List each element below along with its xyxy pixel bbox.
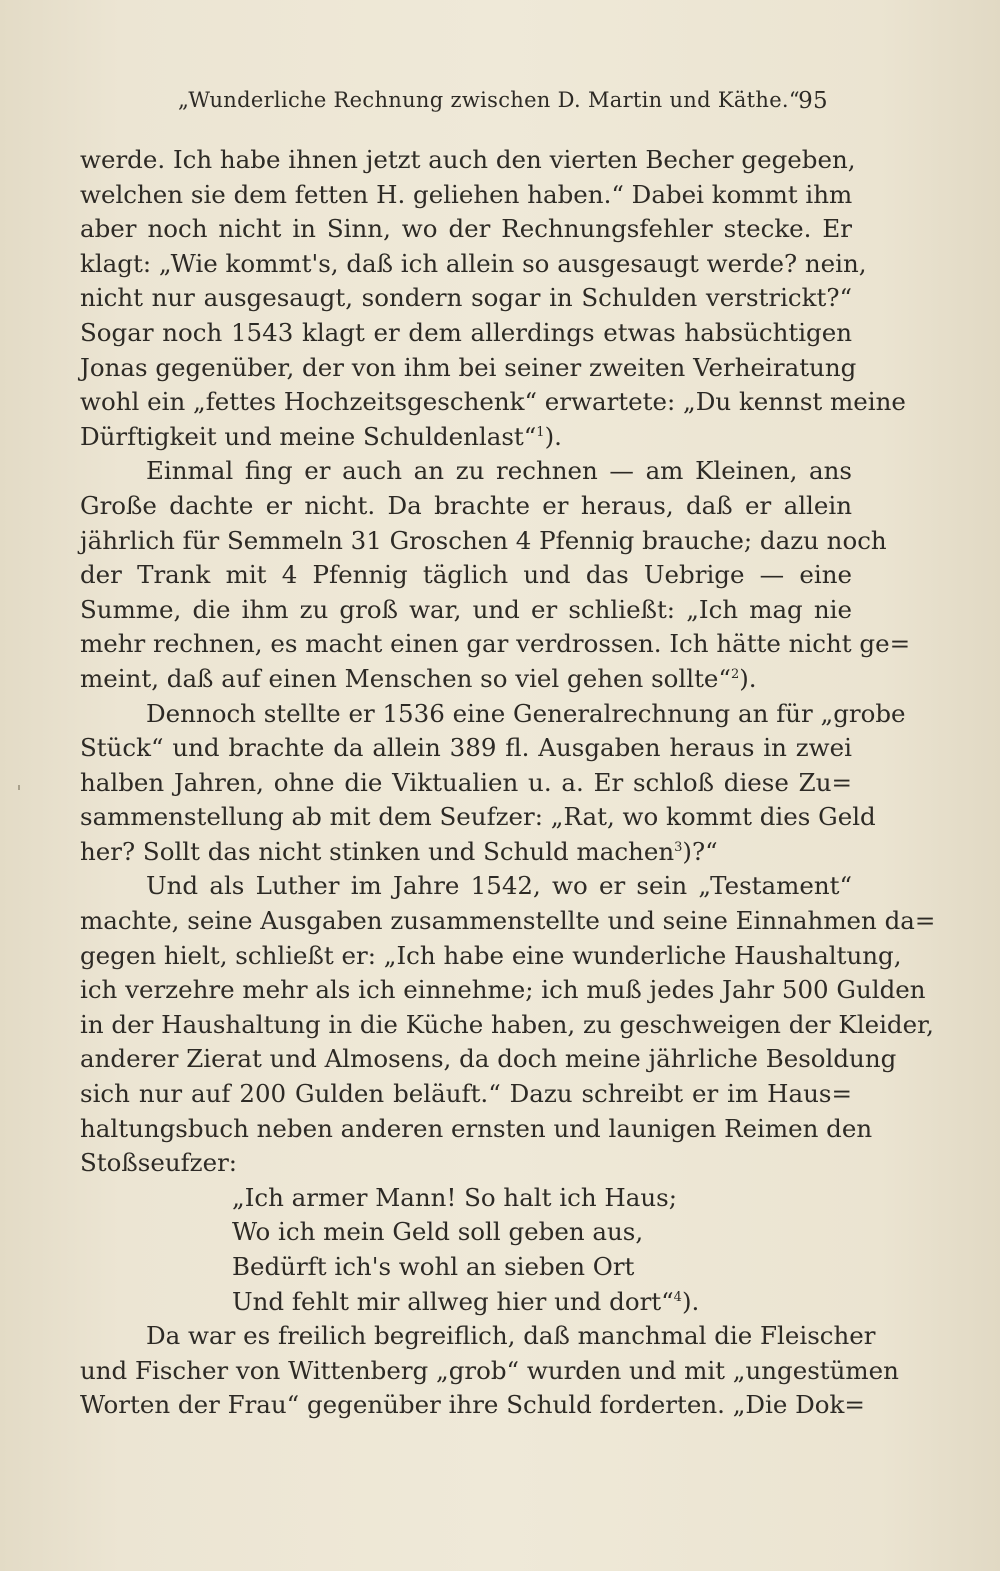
text-line: in der Haushaltung in die Küche haben, zu geschweigen der Kleider, xyxy=(80,1009,934,1039)
paper-speck xyxy=(18,785,20,790)
text-line: Summe, die ihm zu groß war, und er schließt: „Ich mag nie xyxy=(80,594,852,624)
text-line: werde. Ich habe ihnen jetzt auch den vierten Becher gegeben, xyxy=(80,145,856,174)
verse-line: Wo ich mein Geld soll geben aus, xyxy=(232,1217,644,1247)
text-line: welchen sie dem fetten H. geliehen haben.“ Dabei kommt ihm xyxy=(80,179,853,209)
text-line: Große dachte er nicht. Da brachte er heraus, daß er allein xyxy=(80,490,852,520)
running-title: „Wunderliche Rechnung zwischen D. Martin und Käthe.“ xyxy=(178,88,800,112)
footnote-mark: 4 xyxy=(673,1289,682,1305)
text-segment: her? Sollt das nicht stinken und Schuld machen xyxy=(80,836,675,866)
text-line: Jonas gegenüber, der von ihm bei seiner zweiten Verheiratung xyxy=(80,352,857,382)
text-line xyxy=(80,835,852,870)
text-line: klagt: „Wie kommt's, daß ich allein so ausgesaugt werde? nein, xyxy=(80,248,867,278)
text-line: mehr rechnen, es macht einen gar verdrossen. Ich hätte nicht ge= xyxy=(80,629,911,659)
text-line xyxy=(80,662,852,697)
footnote-mark: 3 xyxy=(674,839,683,855)
text-line: aber noch nicht in Sinn, wo der Rechnungsfehler stecke. Er xyxy=(80,214,852,244)
text-line: gegen hielt, schließt er: „Ich habe eine wunderliche Haushaltung, xyxy=(80,940,902,970)
verse-line: Bedürft ich's wohl an sieben Ort xyxy=(232,1252,635,1281)
text-segment: Dürftigkeit und meine Schuldenlast“ xyxy=(80,421,537,451)
text-line: sammenstellung ab mit dem Seufzer: „Rat, wo kommt dies Geld xyxy=(80,802,876,832)
text-line: Sogar noch 1543 klagt er dem allerdings etwas habsüchtigen xyxy=(80,317,852,347)
text-line: Da war es freilich begreiflich, daß manchmal die Fleischer xyxy=(146,1321,876,1351)
text-line: halben Jahren, ohne die Viktualien u. a. Er schloß diese Zu= xyxy=(80,767,852,797)
text-line: Und als Luther im Jahre 1542, wo er sein „Testament“ xyxy=(146,871,852,901)
text-line: der Trank mit 4 Pfennig täglich und das Uebrige — eine xyxy=(80,560,852,590)
text-line: Worten der Frau“ gegenüber ihre Schuld forderten. „Die Dok= xyxy=(80,1390,865,1420)
page-number: 95 xyxy=(798,88,828,114)
text-line: anderer Zierat und Almosens, da doch meine jährliche Besoldung xyxy=(80,1044,897,1074)
body-text xyxy=(80,143,936,1423)
footnote-mark: 1 xyxy=(536,424,545,440)
page-header xyxy=(178,88,828,122)
footnote-mark: 2 xyxy=(730,666,740,682)
text-line: wohl ein „fettes Hochzeitsgeschenk“ erwartete: „Du kennst meine xyxy=(80,387,906,417)
text-line: Stück“ und brachte da allein 389 fl. Ausgaben heraus in zwei xyxy=(80,733,852,763)
text-line: haltungsbuch neben anderen ernsten und launigen Reimen den xyxy=(80,1113,873,1143)
footnote-close: ). xyxy=(739,663,757,693)
footnote-close: )?“ xyxy=(682,836,718,866)
text-line: jährlich für Semmeln 31 Groschen 4 Pfennig brauche; dazu noch xyxy=(80,525,887,555)
text-segment: meint, daß auf einen Menschen so viel gehen sollte“ xyxy=(80,663,731,693)
text-line: Einmal fing er auch an zu rechnen — am Kleinen, ans xyxy=(146,456,852,486)
text-segment: Und fehlt mir allweg hier und dort“ xyxy=(232,1286,674,1316)
text-line xyxy=(80,420,852,455)
text-line: Stoßseufzer: xyxy=(80,1148,238,1178)
footnote-close: ). xyxy=(681,1286,700,1316)
text-line: sich nur auf 200 Gulden beläuft.“ Dazu schreibt er im Haus= xyxy=(80,1079,852,1109)
text-line: und Fischer von Wittenberg „grob“ wurden und mit „ungestümen xyxy=(80,1355,899,1385)
text-line: Dennoch stellte er 1536 eine Generalrechnung an für „grobe xyxy=(146,698,906,728)
verse-line: „Ich armer Mann! So halt ich Haus; xyxy=(232,1182,677,1212)
footnote-close: ). xyxy=(544,421,562,451)
text-line: ich verzehre mehr als ich einnehme; ich muß jedes Jahr 500 Gulden xyxy=(80,975,926,1005)
text-line: nicht nur ausgesaugt, sondern sogar in Schulden verstrickt?“ xyxy=(80,283,852,313)
text-line: machte, seine Ausgaben zusammenstellte und seine Einnahmen da= xyxy=(80,906,936,936)
verse-line xyxy=(80,1285,852,1320)
